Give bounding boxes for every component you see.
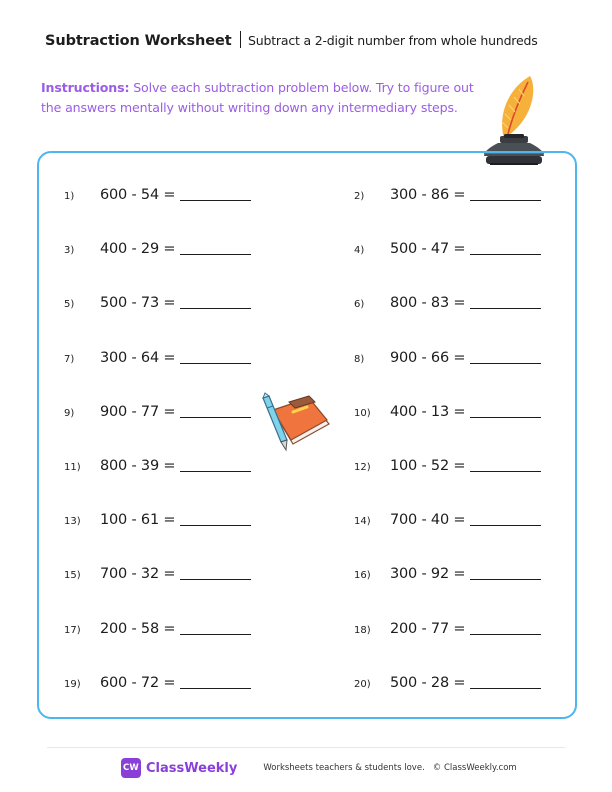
- problem-item: [354, 350, 541, 366]
- problem-number: 4): [354, 245, 365, 257]
- problem-number: 17): [64, 624, 81, 636]
- problem-number: 1): [64, 191, 75, 202]
- problem-expression: 700 - 40 =: [390, 512, 466, 529]
- problem-expression: 700 - 32 =: [100, 566, 176, 583]
- problem-expression: 600 - 54 =: [100, 187, 176, 203]
- problem-number: 14): [354, 516, 371, 528]
- problem-number: 11): [64, 462, 81, 473]
- answer-blank[interactable]: [470, 199, 541, 201]
- problem-number: 19): [64, 678, 81, 690]
- classweekly-logo-icon: CW: [121, 758, 141, 778]
- brand-name: ClassWeekly: [146, 760, 238, 776]
- answer-blank[interactable]: [180, 199, 251, 201]
- problem-expression: 900 - 66 =: [390, 349, 466, 366]
- answer-blank[interactable]: [470, 578, 541, 580]
- answer-blank[interactable]: [470, 524, 541, 526]
- answer-blank[interactable]: [180, 633, 251, 635]
- answer-blank[interactable]: [180, 253, 251, 255]
- problem-item: [354, 241, 541, 257]
- problem-item: [64, 350, 251, 366]
- answer-blank[interactable]: [180, 578, 251, 580]
- problem-expression: 200 - 77 =: [390, 620, 466, 637]
- problem-number: 13): [64, 516, 81, 528]
- worksheet-header: [45, 28, 538, 49]
- answer-blank[interactable]: [470, 362, 541, 364]
- answer-blank[interactable]: [180, 362, 251, 364]
- problem-number: 12): [354, 462, 371, 473]
- problem-number: 9): [64, 407, 75, 419]
- problem-expression: 300 - 86 =: [390, 187, 466, 203]
- footer-divider: [47, 747, 565, 748]
- notebook-pen-icon: [255, 392, 335, 458]
- problem-expression: 300 - 92 =: [390, 566, 466, 583]
- answer-blank[interactable]: [470, 470, 541, 472]
- worksheet-title: Subtraction Worksheet: [45, 33, 232, 49]
- problem-number: 16): [354, 570, 371, 582]
- problem-expression: 500 - 28 =: [390, 674, 466, 691]
- problem-item: [354, 404, 541, 420]
- problem-expression: 500 - 47 =: [390, 241, 466, 258]
- title-divider: [240, 31, 242, 48]
- problem-expression: 100 - 52 =: [390, 458, 466, 474]
- problem-item: [354, 621, 541, 637]
- problem-number: 2): [354, 191, 365, 202]
- problem-item: [64, 187, 251, 203]
- footer-tagline: Worksheets teachers & students love.: [263, 763, 425, 773]
- problem-expression: 800 - 39 =: [100, 458, 176, 474]
- problem-item: [354, 675, 541, 691]
- answer-blank[interactable]: [180, 307, 251, 309]
- problem-number: 7): [64, 353, 75, 365]
- answer-blank[interactable]: [180, 524, 251, 526]
- problem-number: 6): [354, 299, 365, 311]
- worksheet-subtitle: Subtract a 2-digit number from whole hundreds: [248, 33, 538, 48]
- answer-blank[interactable]: [470, 633, 541, 635]
- problem-item: [354, 566, 541, 582]
- answer-blank[interactable]: [470, 416, 541, 418]
- answer-blank[interactable]: [470, 687, 541, 689]
- problem-expression: 300 - 64 =: [100, 349, 176, 366]
- problem-number: 5): [64, 299, 75, 311]
- problem-number: 18): [354, 624, 371, 636]
- instructions-text: Solve each subtraction problem below. Try to figure out the answers mentally without writing down any intermediary steps.: [41, 80, 474, 115]
- problem-expression: 100 - 61 =: [100, 512, 176, 529]
- answer-blank[interactable]: [470, 253, 541, 255]
- answer-blank[interactable]: [470, 307, 541, 309]
- answer-blank[interactable]: [180, 687, 251, 689]
- instructions-label: Instructions:: [41, 80, 130, 95]
- answer-blank[interactable]: [180, 416, 251, 418]
- problem-item: [354, 458, 541, 474]
- problem-expression: 200 - 58 =: [100, 620, 176, 637]
- problem-expression: 900 - 77 =: [100, 403, 176, 420]
- problem-number: 3): [64, 245, 75, 257]
- problem-number: 8): [354, 353, 365, 365]
- problem-item: [354, 512, 541, 528]
- problem-expression: 600 - 72 =: [100, 674, 176, 691]
- problem-item: [64, 675, 251, 691]
- problem-expression: 500 - 73 =: [100, 295, 176, 312]
- problem-item: [64, 241, 251, 257]
- problem-number: 20): [354, 678, 371, 690]
- problem-number: 10): [354, 407, 371, 419]
- problem-item: [64, 566, 251, 582]
- problem-expression: 800 - 83 =: [390, 295, 466, 312]
- footer: [121, 758, 517, 778]
- problem-item: [64, 512, 251, 528]
- problem-item: [64, 404, 251, 420]
- instructions: [41, 78, 481, 118]
- problem-expression: 400 - 29 =: [100, 241, 176, 258]
- problem-item: [354, 187, 541, 203]
- problem-item: [64, 458, 251, 474]
- problem-item: [64, 295, 251, 311]
- problem-item: [354, 295, 541, 311]
- problem-number: 15): [64, 570, 81, 582]
- problem-item: [64, 621, 251, 637]
- footer-copyright: © ClassWeekly.com: [432, 763, 517, 773]
- answer-blank[interactable]: [180, 470, 251, 472]
- problem-expression: 400 - 13 =: [390, 403, 466, 420]
